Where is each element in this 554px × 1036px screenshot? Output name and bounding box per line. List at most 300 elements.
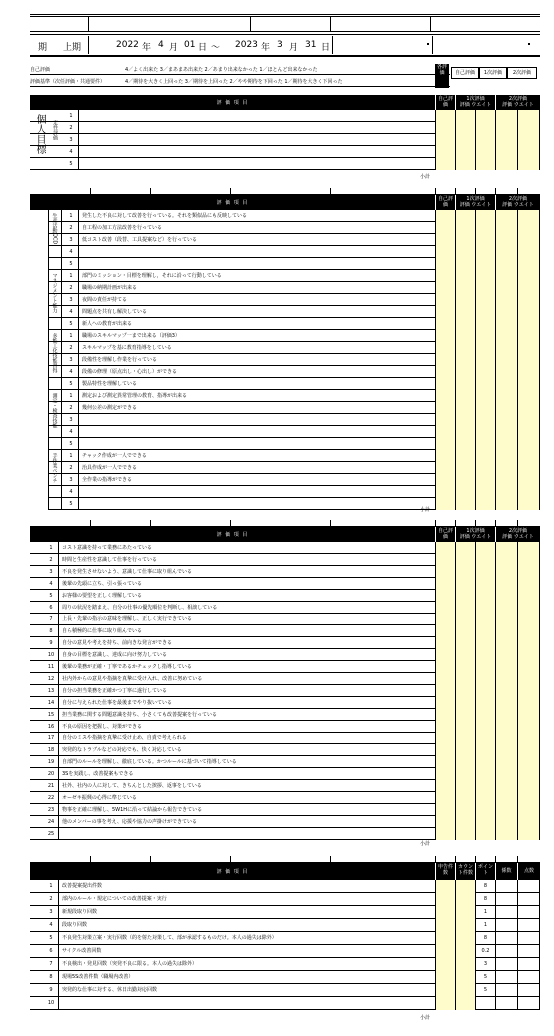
section3-second-grade-cell[interactable] (495, 816, 517, 828)
section1-first-weight-cell[interactable] (475, 134, 495, 146)
section2-first-weight-cell[interactable] (475, 294, 495, 306)
section3-first-weight-cell[interactable] (475, 828, 495, 840)
section2-second-weight-cell[interactable] (517, 462, 540, 474)
section2-row-text[interactable]: チャック作成が一人でできる (82, 453, 147, 459)
section2-second-weight-cell[interactable] (517, 426, 540, 438)
section3-second-weight-cell[interactable] (517, 721, 540, 733)
section2-second-weight-cell[interactable] (517, 318, 540, 330)
section3-second-weight-cell[interactable] (517, 816, 540, 828)
section3-row-text[interactable]: 物事を正確に理解し、5W1Hに沿って結論から報告できている (62, 806, 203, 813)
section3-first-weight-cell[interactable] (475, 792, 495, 804)
section3-row-text[interactable]: 自分の意見や考えを持ち、前向きな発言ができる (62, 640, 173, 647)
section2-second-weight-cell[interactable] (517, 498, 540, 510)
section2-first-grade-cell[interactable] (455, 402, 475, 414)
section3-first-grade-cell[interactable] (455, 578, 475, 590)
section3-row-text[interactable]: 自部門のルールを理解し、徹底している。かつルールに基づいて指導している (62, 759, 237, 766)
section2-first-weight-cell[interactable] (475, 366, 495, 378)
section3-first-grade-cell[interactable] (455, 697, 475, 709)
section3-row-text[interactable]: 担当業務に関する問題意識を持ち、小さくても改善提案を行っている (62, 711, 218, 718)
section2-first-weight-cell[interactable] (475, 210, 495, 222)
section2-first-grade-cell[interactable] (455, 486, 475, 498)
section4-row-text[interactable]: サイクル改善回数 (62, 948, 102, 954)
section2-first-weight-cell[interactable] (475, 234, 495, 246)
section2-self-cell[interactable] (435, 378, 455, 390)
section2-second-grade-cell[interactable] (495, 474, 517, 486)
section2-self-cell[interactable] (435, 354, 455, 366)
end-day[interactable]: 31 (305, 40, 317, 50)
section3-self-cell[interactable] (435, 649, 455, 661)
section2-row-text[interactable]: スキルマップを基に教育指導をしている (82, 345, 172, 351)
section2-row-text[interactable]: 低コスト改善（段替、工具提案など）を行っている (82, 237, 198, 243)
section4-count-cell[interactable] (455, 984, 475, 997)
section1-self-cell[interactable] (435, 146, 455, 158)
section2-first-grade-cell[interactable] (455, 390, 475, 402)
section1-self-cell[interactable] (435, 122, 455, 134)
section2-first-grade-cell[interactable] (455, 330, 475, 342)
section3-self-cell[interactable] (435, 673, 455, 685)
section3-self-cell[interactable] (435, 661, 455, 673)
section1-second-weight-cell[interactable] (517, 122, 540, 134)
start-month[interactable]: 4 (158, 40, 164, 50)
section3-first-grade-cell[interactable] (455, 804, 475, 816)
section3-second-grade-cell[interactable] (495, 780, 517, 792)
section3-first-grade-cell[interactable] (455, 566, 475, 578)
section3-row-text[interactable]: 自分のミスや指摘を真摯に受け止め、自責で考えられる (62, 735, 187, 742)
section3-second-weight-cell[interactable] (517, 673, 540, 685)
section3-second-grade-cell[interactable] (495, 744, 517, 756)
section3-first-weight-cell[interactable] (475, 709, 495, 721)
section3-first-weight-cell[interactable] (475, 590, 495, 602)
section2-self-cell[interactable] (435, 234, 455, 246)
section2-second-weight-cell[interactable] (517, 438, 540, 450)
section2-second-weight-cell[interactable] (517, 306, 540, 318)
section2-first-grade-cell[interactable] (455, 234, 475, 246)
section1-second-grade-cell[interactable] (495, 122, 517, 134)
section3-second-weight-cell[interactable] (517, 756, 540, 768)
section3-self-cell[interactable] (435, 780, 455, 792)
section3-first-grade-cell[interactable] (455, 637, 475, 649)
section4-self-cell[interactable] (435, 958, 455, 971)
section3-second-weight-cell[interactable] (517, 744, 540, 756)
section2-second-grade-cell[interactable] (495, 414, 517, 426)
section2-first-weight-cell[interactable] (475, 390, 495, 402)
section4-count-cell[interactable] (455, 997, 475, 1010)
section4-row-text[interactable]: 段取り回数 (62, 922, 88, 928)
section3-row-text[interactable]: お客様の要望を正しく理解している (62, 592, 143, 599)
section2-row-text[interactable]: 部門のミッション・目標を理解し，それに沿って行動している (82, 273, 222, 279)
section4-row-text[interactable]: 部内のルール・規定についての改善提案・実行 (62, 896, 167, 902)
section3-first-grade-cell[interactable] (455, 661, 475, 673)
section2-second-weight-cell[interactable] (517, 366, 540, 378)
section3-second-weight-cell[interactable] (517, 602, 540, 614)
section3-first-weight-cell[interactable] (475, 673, 495, 685)
section2-self-cell[interactable] (435, 390, 455, 402)
section2-first-grade-cell[interactable] (455, 282, 475, 294)
section2-second-weight-cell[interactable] (517, 474, 540, 486)
section2-first-weight-cell[interactable] (475, 354, 495, 366)
section3-row-text[interactable]: オーゼキ振興の心得に準じている (62, 794, 137, 801)
section3-second-weight-cell[interactable] (517, 637, 540, 649)
section3-self-cell[interactable] (435, 816, 455, 828)
section2-second-weight-cell[interactable] (517, 450, 540, 462)
section2-self-cell[interactable] (435, 486, 455, 498)
section3-second-weight-cell[interactable] (517, 709, 540, 721)
section2-second-grade-cell[interactable] (495, 210, 517, 222)
section3-row-text[interactable]: 自ら積極的に仕事に取り組んでいる (62, 628, 143, 635)
section2-first-weight-cell[interactable] (475, 342, 495, 354)
section3-second-grade-cell[interactable] (495, 685, 517, 697)
section2-first-grade-cell[interactable] (455, 462, 475, 474)
section1-first-grade-cell[interactable] (455, 110, 475, 122)
section3-self-cell[interactable] (435, 828, 455, 840)
section1-self-cell[interactable] (435, 110, 455, 122)
section2-self-cell[interactable] (435, 366, 455, 378)
section1-second-grade-cell[interactable] (495, 110, 517, 122)
section3-second-weight-cell[interactable] (517, 625, 540, 637)
section2-second-grade-cell[interactable] (495, 342, 517, 354)
section2-second-weight-cell[interactable] (517, 342, 540, 354)
section4-count-cell[interactable] (455, 945, 475, 958)
section2-second-grade-cell[interactable] (495, 330, 517, 342)
section2-first-weight-cell[interactable] (475, 402, 495, 414)
section3-self-cell[interactable] (435, 602, 455, 614)
section3-first-weight-cell[interactable] (475, 554, 495, 566)
section1-first-grade-cell[interactable] (455, 158, 475, 170)
section3-second-grade-cell[interactable] (495, 554, 517, 566)
section1-first-weight-cell[interactable] (475, 122, 495, 134)
section2-second-grade-cell[interactable] (495, 234, 517, 246)
section3-first-grade-cell[interactable] (455, 792, 475, 804)
section4-self-cell[interactable] (435, 984, 455, 997)
section3-first-weight-cell[interactable] (475, 613, 495, 625)
section3-self-cell[interactable] (435, 685, 455, 697)
section2-self-cell[interactable] (435, 426, 455, 438)
section2-second-grade-cell[interactable] (495, 354, 517, 366)
section3-second-grade-cell[interactable] (495, 709, 517, 721)
section3-self-cell[interactable] (435, 637, 455, 649)
section1-self-cell[interactable] (435, 158, 455, 170)
section2-first-grade-cell[interactable] (455, 474, 475, 486)
section3-second-weight-cell[interactable] (517, 768, 540, 780)
section2-first-weight-cell[interactable] (475, 270, 495, 282)
section3-self-cell[interactable] (435, 721, 455, 733)
section3-self-cell[interactable] (435, 578, 455, 590)
section1-second-weight-cell[interactable] (517, 158, 540, 170)
section1-first-grade-cell[interactable] (455, 146, 475, 158)
section2-first-weight-cell[interactable] (475, 438, 495, 450)
section2-row-text[interactable]: 発生した不良に対して改善を行っている。それを類似品にも反映している (82, 213, 248, 219)
section3-row-text[interactable]: 3Sを実践し、改善提案もできる (62, 771, 134, 778)
section2-first-grade-cell[interactable] (455, 426, 475, 438)
section3-second-grade-cell[interactable] (495, 661, 517, 673)
section2-first-weight-cell[interactable] (475, 378, 495, 390)
section2-second-weight-cell[interactable] (517, 390, 540, 402)
section3-row-text[interactable]: 不良の原因を把握し、対策ができる (62, 723, 143, 730)
section2-self-cell[interactable] (435, 414, 455, 426)
section3-first-grade-cell[interactable] (455, 673, 475, 685)
section2-first-weight-cell[interactable] (475, 246, 495, 258)
section3-second-weight-cell[interactable] (517, 542, 540, 554)
section2-self-cell[interactable] (435, 450, 455, 462)
section2-row-text[interactable]: 幾何公差の測定ができる (82, 405, 138, 411)
section2-self-cell[interactable] (435, 342, 455, 354)
section4-count-cell[interactable] (455, 971, 475, 984)
section2-second-weight-cell[interactable] (517, 270, 540, 282)
section2-first-weight-cell[interactable] (475, 426, 495, 438)
section3-second-grade-cell[interactable] (495, 768, 517, 780)
section3-first-weight-cell[interactable] (475, 649, 495, 661)
section2-second-grade-cell[interactable] (495, 486, 517, 498)
section3-first-weight-cell[interactable] (475, 721, 495, 733)
section4-count-cell[interactable] (455, 958, 475, 971)
section2-row-text[interactable]: 自工程の加工方法改善を行っている (82, 225, 163, 231)
section3-self-cell[interactable] (435, 792, 455, 804)
section3-row-text[interactable]: 周りの状況を踏まえ、自分の仕事の優先順位を判断し、相談している (62, 604, 218, 611)
section2-second-grade-cell[interactable] (495, 258, 517, 270)
section3-first-weight-cell[interactable] (475, 542, 495, 554)
section3-first-grade-cell[interactable] (455, 828, 475, 840)
section4-self-cell[interactable] (435, 932, 455, 945)
section3-self-cell[interactable] (435, 566, 455, 578)
section2-self-cell[interactable] (435, 438, 455, 450)
section3-first-grade-cell[interactable] (455, 744, 475, 756)
section4-row-text[interactable]: 新規段取り回数 (62, 909, 98, 915)
section3-self-cell[interactable] (435, 542, 455, 554)
section2-second-grade-cell[interactable] (495, 306, 517, 318)
section3-second-weight-cell[interactable] (517, 804, 540, 816)
section3-row-text[interactable]: 上長・先輩の指示の意味を理解し、正しく実行できている (62, 616, 193, 623)
section1-second-grade-cell[interactable] (495, 134, 517, 146)
section4-self-cell[interactable] (435, 945, 455, 958)
section2-second-grade-cell[interactable] (495, 282, 517, 294)
section3-row-text[interactable]: 自分の担当業務を正確かつ丁寧に遂行している (62, 687, 168, 694)
section2-first-grade-cell[interactable] (455, 378, 475, 390)
section2-self-cell[interactable] (435, 270, 455, 282)
section3-first-grade-cell[interactable] (455, 554, 475, 566)
section3-row-text[interactable]: 後輩の先頭に立ち、引っ張っている (62, 580, 143, 587)
period-value[interactable]: 上期 (63, 43, 82, 53)
section2-second-grade-cell[interactable] (495, 450, 517, 462)
section3-first-weight-cell[interactable] (475, 697, 495, 709)
section2-first-grade-cell[interactable] (455, 246, 475, 258)
section3-second-grade-cell[interactable] (495, 613, 517, 625)
section3-self-cell[interactable] (435, 804, 455, 816)
section2-first-grade-cell[interactable] (455, 270, 475, 282)
section2-self-cell[interactable] (435, 462, 455, 474)
section4-count-cell[interactable] (455, 893, 475, 906)
section3-second-weight-cell[interactable] (517, 661, 540, 673)
section2-first-grade-cell[interactable] (455, 342, 475, 354)
section1-first-weight-cell[interactable] (475, 158, 495, 170)
section4-row-text[interactable]: 突発的な仕事に対する、休日出勤対応回数 (62, 987, 158, 993)
section2-first-grade-cell[interactable] (455, 294, 475, 306)
section3-second-grade-cell[interactable] (495, 625, 517, 637)
section2-row-text[interactable]: 治具作成が一人でできる (82, 465, 138, 471)
section4-row-text[interactable]: 不良発生対策立案・実行回数（的を射た対策して、部が承認するものだけ。本人の過失は除外） (62, 935, 277, 941)
section3-self-cell[interactable] (435, 732, 455, 744)
section3-first-weight-cell[interactable] (475, 578, 495, 590)
section2-first-grade-cell[interactable] (455, 306, 475, 318)
section3-first-grade-cell[interactable] (455, 732, 475, 744)
section3-first-weight-cell[interactable] (475, 602, 495, 614)
section3-row-text[interactable]: 自分に与えられた仕事を最後までやり抜いている (62, 699, 173, 706)
section3-row-text[interactable]: 社内外からの意見や指摘を真摯に受け入れ、改善に努めている (62, 675, 203, 682)
section2-self-cell[interactable] (435, 306, 455, 318)
section2-second-grade-cell[interactable] (495, 378, 517, 390)
section2-row-text[interactable]: 全作業の指導ができる (82, 477, 133, 483)
section2-first-weight-cell[interactable] (475, 486, 495, 498)
section3-self-cell[interactable] (435, 697, 455, 709)
section2-second-weight-cell[interactable] (517, 354, 540, 366)
section2-second-grade-cell[interactable] (495, 222, 517, 234)
section3-first-grade-cell[interactable] (455, 768, 475, 780)
section2-first-weight-cell[interactable] (475, 222, 495, 234)
section2-second-weight-cell[interactable] (517, 210, 540, 222)
section2-first-weight-cell[interactable] (475, 330, 495, 342)
section2-second-grade-cell[interactable] (495, 318, 517, 330)
section1-second-grade-cell[interactable] (495, 146, 517, 158)
section3-row-text[interactable]: 時間と生産性を意識して仕事を行っている (62, 556, 158, 563)
section3-first-grade-cell[interactable] (455, 816, 475, 828)
section3-second-grade-cell[interactable] (495, 721, 517, 733)
section2-second-grade-cell[interactable] (495, 390, 517, 402)
section1-first-grade-cell[interactable] (455, 122, 475, 134)
section3-second-weight-cell[interactable] (517, 566, 540, 578)
section4-self-cell[interactable] (435, 971, 455, 984)
section3-first-weight-cell[interactable] (475, 661, 495, 673)
section2-second-weight-cell[interactable] (517, 486, 540, 498)
section2-first-grade-cell[interactable] (455, 318, 475, 330)
section3-second-weight-cell[interactable] (517, 792, 540, 804)
section4-row-text[interactable]: 改善提案提出件数 (62, 883, 103, 889)
section2-row-text[interactable]: 測定および測定異常管理の教育、指導が出来る (82, 393, 188, 399)
section4-count-cell[interactable] (455, 919, 475, 932)
end-year[interactable]: 2023 (235, 40, 258, 50)
section3-self-cell[interactable] (435, 613, 455, 625)
section4-count-cell[interactable] (455, 880, 475, 893)
section3-second-grade-cell[interactable] (495, 756, 517, 768)
section3-second-weight-cell[interactable] (517, 697, 540, 709)
section2-first-weight-cell[interactable] (475, 414, 495, 426)
section4-count-cell[interactable] (455, 906, 475, 919)
section3-first-weight-cell[interactable] (475, 732, 495, 744)
section3-first-weight-cell[interactable] (475, 780, 495, 792)
section1-first-weight-cell[interactable] (475, 110, 495, 122)
section2-second-grade-cell[interactable] (495, 366, 517, 378)
section3-row-text[interactable]: 社外、社内の人に対して、きちんとした挨拶、返事をしている (62, 783, 202, 789)
section3-second-grade-cell[interactable] (495, 804, 517, 816)
section2-self-cell[interactable] (435, 318, 455, 330)
section3-first-weight-cell[interactable] (475, 804, 495, 816)
section2-first-grade-cell[interactable] (455, 450, 475, 462)
section3-second-grade-cell[interactable] (495, 637, 517, 649)
section2-self-cell[interactable] (435, 258, 455, 270)
section2-row-text[interactable]: 問題点を共有し解決している (82, 309, 148, 315)
section2-first-grade-cell[interactable] (455, 414, 475, 426)
section3-first-weight-cell[interactable] (475, 816, 495, 828)
section3-second-grade-cell[interactable] (495, 697, 517, 709)
section3-second-weight-cell[interactable] (517, 649, 540, 661)
section3-row-text[interactable]: 自身の目標を意識し、達成に向け努力している (62, 652, 168, 659)
section3-second-grade-cell[interactable] (495, 792, 517, 804)
section3-first-grade-cell[interactable] (455, 685, 475, 697)
section2-row-text[interactable]: 職場のスキルマップ一まで出来る（評価3） (82, 333, 180, 339)
section3-self-cell[interactable] (435, 744, 455, 756)
section3-second-grade-cell[interactable] (495, 649, 517, 661)
section3-first-grade-cell[interactable] (455, 721, 475, 733)
section3-first-grade-cell[interactable] (455, 625, 475, 637)
section3-self-cell[interactable] (435, 709, 455, 721)
section3-second-grade-cell[interactable] (495, 578, 517, 590)
end-month[interactable]: 3 (277, 40, 283, 50)
section2-row-text[interactable]: 製品特性を理解している (82, 381, 138, 387)
section3-second-weight-cell[interactable] (517, 554, 540, 566)
section2-first-weight-cell[interactable] (475, 450, 495, 462)
section3-first-weight-cell[interactable] (475, 566, 495, 578)
section2-row-text[interactable]: 段備性を理解し作業を行っている (82, 357, 158, 363)
section2-second-grade-cell[interactable] (495, 270, 517, 282)
section2-second-grade-cell[interactable] (495, 438, 517, 450)
section2-second-grade-cell[interactable] (495, 498, 517, 510)
section2-second-weight-cell[interactable] (517, 258, 540, 270)
section3-second-grade-cell[interactable] (495, 828, 517, 840)
section2-self-cell[interactable] (435, 246, 455, 258)
section2-self-cell[interactable] (435, 294, 455, 306)
section3-second-weight-cell[interactable] (517, 685, 540, 697)
section1-second-weight-cell[interactable] (517, 134, 540, 146)
section2-self-cell[interactable] (435, 210, 455, 222)
section2-second-weight-cell[interactable] (517, 282, 540, 294)
section3-row-text[interactable]: 不良を発生させないよう、意識して仕事に取り組んでいる (62, 568, 193, 575)
section3-first-weight-cell[interactable] (475, 744, 495, 756)
section2-first-weight-cell[interactable] (475, 462, 495, 474)
section4-row-text[interactable]: 現場5S改善件数（職場内改善） (62, 974, 134, 980)
section4-self-cell[interactable] (435, 919, 455, 932)
section3-first-grade-cell[interactable] (455, 613, 475, 625)
section2-second-weight-cell[interactable] (517, 294, 540, 306)
section3-row-text[interactable]: 後輩の業務が正確・丁寧であるかチェックし指導している (62, 664, 192, 670)
section2-second-weight-cell[interactable] (517, 414, 540, 426)
section1-self-cell[interactable] (435, 134, 455, 146)
section3-row-text[interactable]: 突発的なトラブルなどの対応でも、快く対応している (62, 747, 182, 754)
section3-second-weight-cell[interactable] (517, 732, 540, 744)
section2-row-text[interactable]: 段備の修理（原点出し・心出し）ができる (82, 369, 178, 375)
section3-second-grade-cell[interactable] (495, 566, 517, 578)
section2-first-weight-cell[interactable] (475, 258, 495, 270)
section2-second-weight-cell[interactable] (517, 330, 540, 342)
section4-self-cell[interactable] (435, 997, 455, 1010)
section2-first-grade-cell[interactable] (455, 366, 475, 378)
section2-first-grade-cell[interactable] (455, 222, 475, 234)
section2-second-grade-cell[interactable] (495, 426, 517, 438)
section3-first-grade-cell[interactable] (455, 590, 475, 602)
section2-first-grade-cell[interactable] (455, 438, 475, 450)
section3-first-grade-cell[interactable] (455, 756, 475, 768)
section1-second-weight-cell[interactable] (517, 110, 540, 122)
section3-self-cell[interactable] (435, 768, 455, 780)
start-year[interactable]: 2022 (116, 40, 139, 50)
start-day[interactable]: 01 (184, 40, 196, 50)
section3-first-grade-cell[interactable] (455, 709, 475, 721)
section2-second-weight-cell[interactable] (517, 378, 540, 390)
section1-second-grade-cell[interactable] (495, 158, 517, 170)
section2-second-weight-cell[interactable] (517, 222, 540, 234)
section3-first-weight-cell[interactable] (475, 756, 495, 768)
section3-first-weight-cell[interactable] (475, 685, 495, 697)
section2-row-text[interactable]: 夜間の責任が持てる (82, 297, 128, 303)
section2-second-weight-cell[interactable] (517, 234, 540, 246)
section3-second-grade-cell[interactable] (495, 542, 517, 554)
